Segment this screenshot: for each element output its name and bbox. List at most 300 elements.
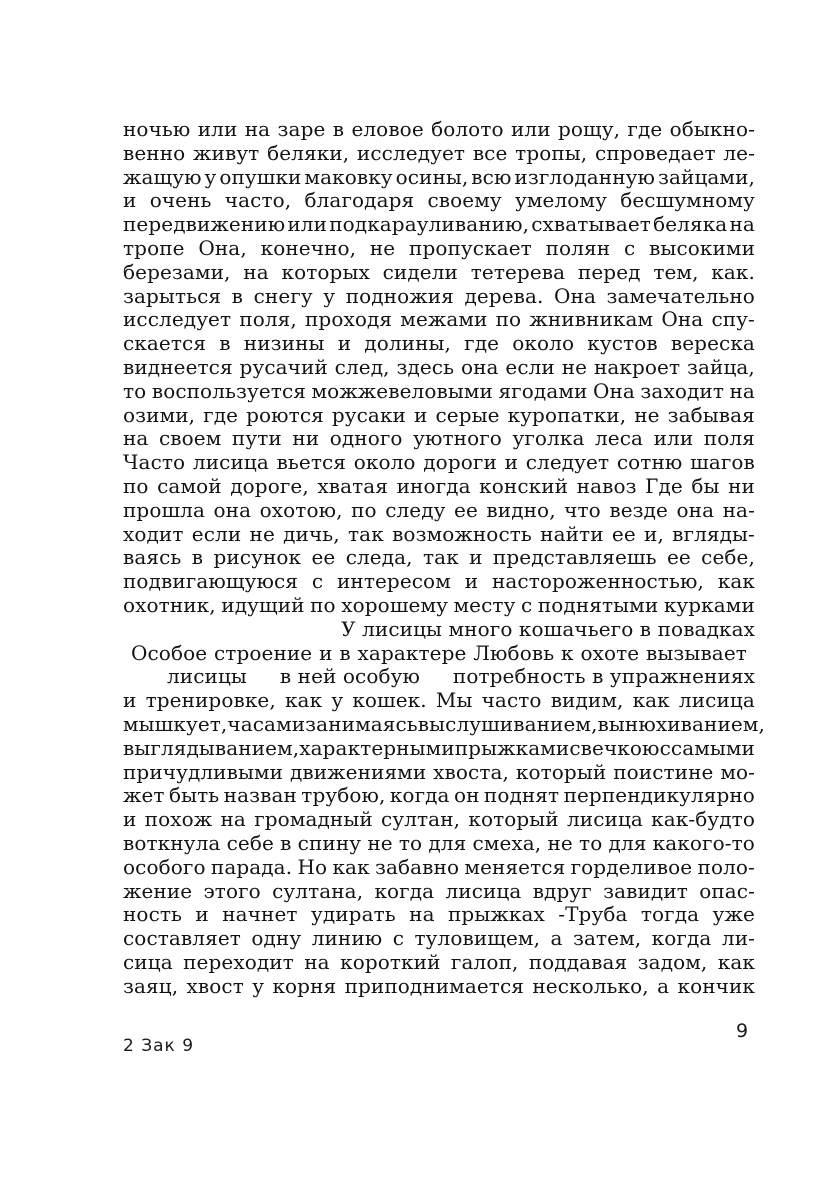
word: как bbox=[332, 854, 370, 879]
word: и bbox=[337, 331, 352, 356]
word: можжевеловыми bbox=[311, 378, 493, 403]
word: настороженностью, bbox=[491, 569, 704, 594]
word: тропе bbox=[123, 235, 185, 260]
word: своем bbox=[158, 426, 222, 451]
body-text bbox=[123, 117, 765, 998]
word: в bbox=[191, 545, 204, 570]
text-line bbox=[123, 832, 755, 856]
word: поля bbox=[703, 426, 755, 451]
word: маковку bbox=[304, 164, 393, 189]
text-line bbox=[123, 189, 755, 213]
text-line bbox=[123, 546, 755, 570]
text-line bbox=[123, 784, 755, 808]
word: лисица bbox=[566, 807, 643, 832]
word: ле- bbox=[723, 140, 755, 165]
word: и bbox=[195, 902, 209, 927]
word: быть bbox=[168, 783, 220, 808]
word: или bbox=[287, 212, 328, 237]
text-line bbox=[123, 951, 755, 975]
word: жет bbox=[123, 783, 165, 808]
word: видно, bbox=[486, 497, 556, 522]
word: долины, bbox=[364, 331, 451, 356]
word: куропатки, bbox=[507, 402, 627, 427]
word: ваясь bbox=[123, 545, 182, 570]
word: так bbox=[348, 521, 384, 546]
word: озими, bbox=[123, 402, 196, 427]
word: навоз bbox=[576, 473, 637, 498]
word: если bbox=[505, 354, 555, 379]
word: и bbox=[414, 402, 428, 427]
word: переходит bbox=[183, 949, 294, 974]
word: тем, bbox=[653, 259, 699, 284]
word: для bbox=[608, 830, 647, 855]
word: особого bbox=[123, 854, 206, 879]
word: поддавая bbox=[528, 949, 628, 974]
word: составляет bbox=[123, 926, 241, 951]
text-line bbox=[123, 118, 755, 142]
word: дороги bbox=[423, 450, 497, 475]
text-line bbox=[123, 880, 755, 904]
text-segment: потребность в упражнениях bbox=[452, 664, 755, 689]
word: удирать bbox=[310, 902, 396, 927]
word: которых bbox=[281, 259, 370, 284]
word: и bbox=[464, 569, 479, 594]
word: лисица bbox=[678, 688, 755, 713]
word: у bbox=[331, 688, 344, 713]
word: приподнимается bbox=[344, 973, 524, 998]
word: зайца, bbox=[686, 354, 755, 379]
word: на bbox=[729, 212, 755, 237]
word: заходит bbox=[640, 378, 724, 403]
text-line bbox=[123, 808, 755, 832]
word: тетерева bbox=[470, 259, 566, 284]
word: вызывает bbox=[646, 640, 747, 665]
word: свечкою bbox=[569, 735, 660, 760]
word: характере bbox=[357, 640, 467, 665]
word: еловое bbox=[351, 117, 424, 141]
word: Мы bbox=[435, 688, 473, 713]
word: жащую bbox=[123, 164, 202, 189]
text-line bbox=[123, 285, 755, 309]
word: все bbox=[472, 140, 508, 165]
word: забавно bbox=[374, 854, 460, 879]
word: сотню bbox=[616, 450, 683, 475]
word: на bbox=[220, 807, 246, 832]
word: иногда bbox=[396, 473, 471, 498]
word: ее bbox=[311, 545, 336, 570]
word: шагов bbox=[690, 450, 755, 475]
word: как bbox=[632, 688, 670, 713]
word: идущий bbox=[221, 592, 305, 617]
word: у bbox=[204, 164, 217, 189]
word: скается bbox=[123, 331, 207, 356]
word: накроет bbox=[593, 354, 681, 379]
text-segment: лисицы bbox=[167, 664, 247, 689]
word: громадный bbox=[254, 807, 373, 832]
word: ходит bbox=[123, 521, 184, 546]
word: мо- bbox=[720, 759, 755, 784]
word: поднятыми bbox=[537, 592, 659, 617]
word: который bbox=[515, 759, 607, 784]
text-line bbox=[123, 237, 755, 261]
word: поля, bbox=[239, 307, 297, 332]
text-line bbox=[123, 523, 755, 547]
word: жение bbox=[123, 878, 193, 903]
word: хорошему bbox=[341, 592, 448, 617]
word: дерева. bbox=[464, 283, 544, 308]
word: лисица bbox=[192, 450, 269, 475]
word: на bbox=[123, 426, 149, 451]
word: как. bbox=[711, 259, 755, 284]
word: не bbox=[561, 354, 588, 379]
word: уютного bbox=[413, 426, 502, 451]
word: бесшумному bbox=[620, 188, 755, 213]
word: серые bbox=[435, 402, 500, 427]
word: выслушиванием, bbox=[417, 711, 598, 736]
word: умелому bbox=[515, 188, 607, 213]
text-line bbox=[123, 308, 755, 332]
word: с bbox=[521, 592, 533, 617]
word: где bbox=[464, 331, 500, 356]
word: вгляды- bbox=[672, 521, 755, 546]
word: самыми bbox=[670, 735, 755, 760]
word: роются bbox=[246, 402, 324, 427]
word: Часто bbox=[123, 450, 186, 475]
text-line bbox=[123, 737, 755, 761]
text-line bbox=[123, 475, 755, 499]
word: причудливыми bbox=[123, 759, 284, 784]
word: она bbox=[676, 497, 715, 522]
word: вьется bbox=[276, 450, 347, 475]
text-line bbox=[123, 903, 755, 927]
word: ли- bbox=[721, 926, 755, 951]
word: рисунок bbox=[213, 545, 302, 570]
word: корня bbox=[272, 973, 337, 998]
word: на bbox=[409, 902, 435, 927]
word: с bbox=[392, 926, 405, 951]
word: не bbox=[369, 235, 396, 260]
word: мышкует, bbox=[123, 711, 228, 736]
word: когда bbox=[389, 783, 450, 808]
word: хватая bbox=[317, 473, 389, 498]
word: или bbox=[197, 117, 238, 141]
word: у bbox=[323, 283, 336, 308]
word: ее bbox=[454, 497, 478, 522]
word: изглоданную bbox=[514, 164, 656, 189]
word: низины bbox=[243, 331, 325, 356]
word: в bbox=[339, 640, 351, 665]
word: что bbox=[564, 497, 601, 522]
word: беляки, bbox=[267, 140, 350, 165]
word: исследует bbox=[123, 307, 232, 332]
word: месту bbox=[453, 592, 516, 617]
word: болото bbox=[431, 117, 504, 141]
word: поднят bbox=[483, 783, 560, 808]
word: часто bbox=[481, 688, 542, 713]
word: или bbox=[510, 117, 551, 141]
word: заяц, bbox=[123, 973, 179, 998]
word: следа, bbox=[345, 545, 413, 570]
word: если bbox=[191, 521, 242, 546]
word: и, bbox=[644, 521, 664, 546]
word: смеха, bbox=[472, 830, 542, 855]
word: спу- bbox=[711, 307, 755, 332]
word: Особое bbox=[131, 640, 208, 665]
word: Она bbox=[554, 283, 596, 308]
page-number: 9 bbox=[736, 1020, 749, 1042]
word: полян bbox=[545, 235, 611, 260]
word: и bbox=[123, 807, 137, 832]
word: заре bbox=[277, 117, 326, 141]
word: уже bbox=[712, 902, 755, 927]
text-line bbox=[123, 856, 755, 880]
word: несколько, bbox=[532, 973, 649, 998]
word: зайцами, bbox=[657, 164, 755, 189]
word: в bbox=[219, 331, 231, 356]
text-line bbox=[123, 427, 755, 451]
word: ягодами bbox=[498, 378, 588, 403]
word: часами bbox=[227, 711, 306, 736]
word: Где bbox=[645, 473, 683, 498]
word: а bbox=[550, 926, 563, 951]
word: лисица bbox=[445, 878, 522, 903]
word: к bbox=[561, 640, 574, 665]
word: на bbox=[243, 259, 269, 284]
word: схватывает bbox=[531, 212, 651, 237]
word: султан, bbox=[381, 807, 461, 832]
word: вереска bbox=[670, 331, 755, 356]
word: не bbox=[367, 830, 393, 855]
word: с bbox=[623, 235, 636, 260]
word: осины, bbox=[395, 164, 469, 189]
text-line bbox=[123, 261, 755, 285]
word: перед bbox=[577, 259, 641, 284]
word: на bbox=[244, 117, 271, 141]
word: с bbox=[659, 735, 671, 760]
word: на bbox=[729, 378, 755, 403]
word: охотою, bbox=[259, 497, 343, 522]
word: охотник, bbox=[123, 592, 216, 617]
word: который bbox=[468, 807, 559, 832]
word: замечательно bbox=[606, 283, 755, 308]
word: пропускает bbox=[409, 235, 532, 260]
word: проходя bbox=[305, 307, 393, 332]
word: где bbox=[203, 402, 239, 427]
word: хвост bbox=[186, 973, 244, 998]
word: ни bbox=[728, 473, 755, 498]
word: виднеется bbox=[123, 354, 233, 379]
word: спроведает bbox=[595, 140, 716, 165]
word: найти bbox=[540, 521, 604, 546]
word: не bbox=[634, 402, 660, 427]
text-line bbox=[123, 213, 755, 237]
word: он bbox=[453, 783, 480, 808]
word: подкарауливанию, bbox=[329, 212, 530, 237]
word: тогда bbox=[640, 902, 700, 927]
word: около bbox=[512, 331, 575, 356]
text-line bbox=[123, 642, 755, 666]
word: зарыться bbox=[123, 283, 222, 308]
word: пути bbox=[231, 426, 282, 451]
word: по bbox=[351, 497, 377, 522]
word: кошек. bbox=[352, 688, 427, 713]
word: когда bbox=[374, 878, 435, 903]
word: здесь bbox=[396, 354, 455, 379]
word: и bbox=[123, 688, 137, 713]
word: подвигающуюся bbox=[123, 569, 298, 594]
text-line bbox=[123, 711, 765, 737]
word: ее bbox=[611, 521, 636, 546]
word: себе bbox=[226, 830, 274, 855]
word: завидит bbox=[603, 878, 688, 903]
word: часто, bbox=[224, 188, 292, 213]
word: для bbox=[428, 830, 467, 855]
word: линию bbox=[311, 926, 383, 951]
word: сица bbox=[123, 949, 173, 974]
text-line bbox=[123, 142, 755, 166]
word: затем, bbox=[572, 926, 642, 951]
word: снегу bbox=[253, 283, 313, 308]
word: благодаря bbox=[304, 188, 415, 213]
word: как bbox=[284, 688, 323, 713]
word: на- bbox=[722, 497, 755, 522]
text-line bbox=[123, 570, 755, 594]
text-line bbox=[123, 380, 755, 404]
word: одну bbox=[251, 926, 302, 951]
word: межами bbox=[400, 307, 488, 332]
word: султана, bbox=[272, 878, 364, 903]
word: живут bbox=[193, 140, 260, 165]
word: перпендикулярно bbox=[563, 783, 755, 808]
word: этого bbox=[203, 878, 261, 903]
text-line bbox=[123, 927, 755, 951]
word: горделивое bbox=[570, 854, 693, 879]
word: по bbox=[123, 473, 149, 498]
text-line bbox=[123, 451, 755, 475]
word: и bbox=[504, 450, 519, 475]
word: опас- bbox=[699, 878, 755, 903]
word: следу bbox=[385, 497, 446, 522]
word: березами, bbox=[123, 259, 231, 284]
word: курками bbox=[663, 592, 755, 617]
word: короткий bbox=[340, 949, 441, 974]
word: начнет bbox=[222, 902, 298, 927]
word: по bbox=[495, 307, 522, 332]
text-line bbox=[123, 332, 755, 356]
word: как bbox=[717, 949, 755, 974]
text-line bbox=[123, 689, 755, 713]
word: вынюхиванием, bbox=[597, 711, 765, 736]
word: везде bbox=[609, 497, 668, 522]
word: тренировке, bbox=[145, 688, 276, 713]
word: около bbox=[353, 450, 416, 475]
text-line bbox=[123, 975, 755, 999]
text-line bbox=[123, 166, 755, 190]
word: и bbox=[319, 640, 333, 665]
word: конский bbox=[479, 473, 569, 498]
word: забывая bbox=[667, 402, 755, 427]
word: кустов bbox=[587, 331, 658, 356]
word: воткнула bbox=[123, 830, 221, 855]
word: Любовь bbox=[473, 640, 555, 665]
word: себе, bbox=[701, 545, 755, 570]
word: характерными bbox=[299, 735, 455, 760]
word: парада. bbox=[210, 854, 293, 879]
text-line bbox=[123, 761, 755, 785]
printer-signature: 2 Зак 9 bbox=[123, 1036, 195, 1056]
word: выглядыванием, bbox=[123, 735, 300, 760]
word: прыжками bbox=[454, 735, 570, 760]
word: поистине bbox=[613, 759, 714, 784]
word: беляка bbox=[653, 212, 728, 237]
word: строение bbox=[214, 640, 313, 665]
word: одного bbox=[329, 426, 403, 451]
word: и bbox=[469, 545, 483, 570]
word: у bbox=[252, 973, 265, 998]
word: трубою, bbox=[301, 783, 386, 808]
word: Она, bbox=[198, 235, 247, 260]
word: когда bbox=[651, 926, 712, 951]
word: не bbox=[249, 521, 275, 546]
word: следует bbox=[525, 450, 610, 475]
word: какого-то bbox=[652, 830, 755, 855]
word: возможность bbox=[392, 521, 532, 546]
word: русачий bbox=[239, 354, 328, 379]
word: с bbox=[311, 569, 324, 594]
word: ность bbox=[123, 902, 183, 927]
word: ночью bbox=[123, 117, 191, 141]
word: жнивникам bbox=[529, 307, 654, 332]
word: поло- bbox=[697, 854, 755, 879]
word: галоп, bbox=[450, 949, 519, 974]
word: представляешь bbox=[492, 545, 657, 570]
word: так bbox=[423, 545, 459, 570]
word: то bbox=[579, 830, 603, 855]
word: в bbox=[231, 283, 244, 308]
word: опушки bbox=[219, 164, 302, 189]
word: подножия bbox=[345, 283, 454, 308]
word: или bbox=[653, 426, 694, 451]
word: движениями bbox=[289, 759, 427, 784]
word: то bbox=[398, 830, 423, 855]
word: в bbox=[332, 117, 345, 141]
text-line bbox=[123, 665, 755, 689]
word: хвоста, bbox=[433, 759, 509, 784]
word: по bbox=[310, 592, 336, 617]
word: назван bbox=[223, 783, 297, 808]
word: прыжках bbox=[448, 902, 545, 927]
word: она bbox=[213, 497, 252, 522]
word: Она bbox=[592, 378, 635, 403]
word: охоте bbox=[580, 640, 640, 665]
word: бы bbox=[691, 473, 720, 498]
word: задом, bbox=[637, 949, 708, 974]
word: высокими bbox=[649, 235, 755, 260]
word: конечно, bbox=[260, 235, 357, 260]
word: Но bbox=[297, 854, 328, 879]
word: русаки bbox=[331, 402, 406, 427]
text-line bbox=[123, 499, 755, 523]
word: самой bbox=[157, 473, 222, 498]
text-line bbox=[123, 594, 755, 618]
text-line bbox=[123, 618, 755, 642]
word: видим, bbox=[550, 688, 624, 713]
text-segment: в ней особую bbox=[279, 664, 421, 689]
word: сидели bbox=[382, 259, 458, 284]
word: дороге, bbox=[230, 473, 309, 498]
word: занимаясь bbox=[305, 711, 418, 736]
word: туловищем, bbox=[414, 926, 541, 951]
